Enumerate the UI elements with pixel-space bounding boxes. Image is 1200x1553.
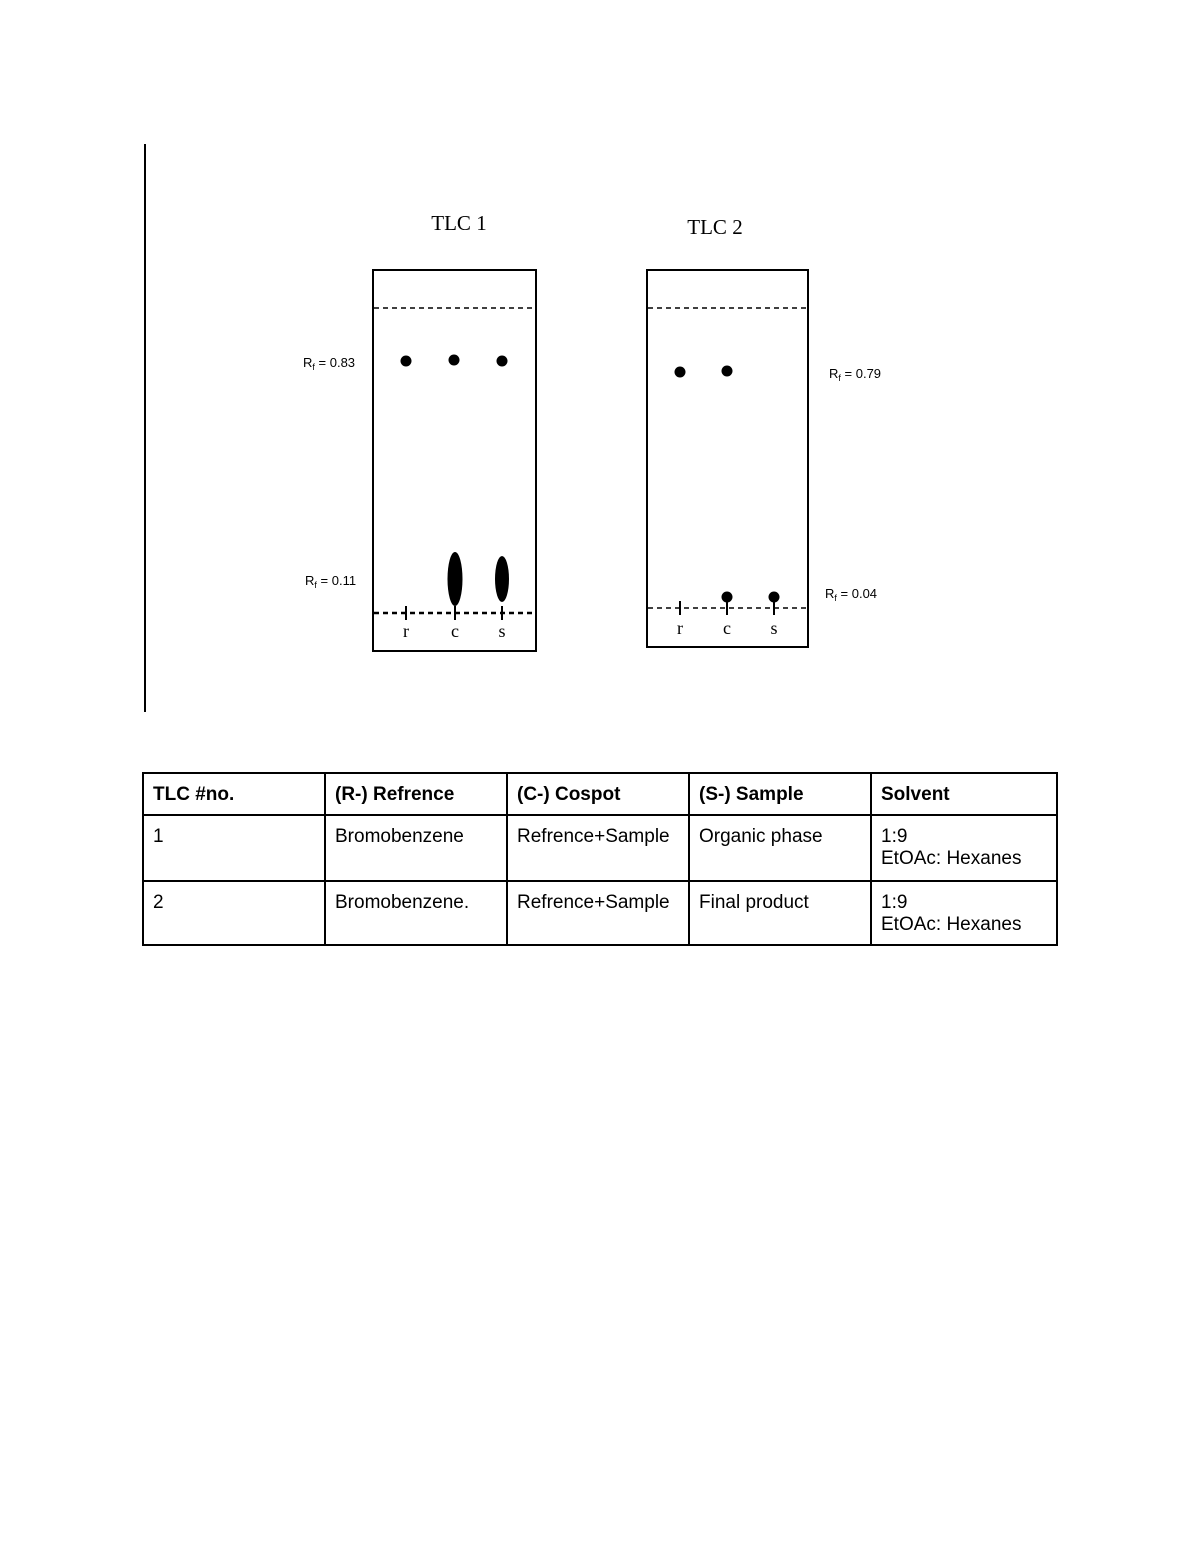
cell-sample: Final product — [689, 881, 871, 945]
tlc-results-table — [142, 772, 1058, 946]
header-solvent: Solvent — [871, 773, 1057, 815]
cell-cospot: Refrence+Sample — [507, 881, 689, 945]
tlc1-title: TLC 1 — [431, 211, 487, 235]
header-cospot: (C-) Cospot — [507, 773, 689, 815]
tlc2-lane-label-r: r — [677, 618, 683, 638]
tlc-figure — [0, 0, 1200, 730]
solvent-ratio: 1:9 — [881, 892, 908, 913]
tlc1-lane-label-s: s — [498, 621, 506, 641]
tlc2-spot-r-upper — [675, 367, 686, 378]
tlc1-rf-lower: $R_f = 0.11$ — [305, 573, 357, 590]
solvent-ratio: 1:9 — [881, 826, 908, 847]
tlc2-title: TLC 2 — [687, 215, 743, 239]
tlc2-rf-lower: $R_f = 0.04$ — [825, 586, 878, 603]
solvent-name: EtOAc: Hexanes — [881, 914, 1022, 935]
tlc1-rf-upper: $R_f = 0.83$ — [303, 355, 356, 372]
cell-tlc-no: 1 — [143, 815, 325, 881]
cell-reference: Bromobenzene. — [325, 881, 507, 945]
tlc1-spot-c-upper — [449, 355, 460, 366]
header-reference: (R-) Refrence — [325, 773, 507, 815]
cell-solvent — [871, 881, 1057, 945]
cell-reference: Bromobenzene — [325, 815, 507, 881]
tlc2-rf-upper: $R_f = 0.79$ — [829, 366, 882, 383]
tlc1-spot-s-upper — [497, 356, 508, 367]
tlc2-lane-label-s: s — [770, 618, 778, 638]
cell-cospot: Refrence+Sample — [507, 815, 689, 881]
table-row — [143, 815, 1057, 881]
cell-sample: Organic phase — [689, 815, 871, 881]
tlc1-spot-s-lower — [495, 556, 509, 602]
table-row — [143, 881, 1057, 945]
tlc1-spot-c-lower — [448, 552, 463, 606]
header-sample: (S-) Sample — [689, 773, 871, 815]
cell-solvent — [871, 815, 1057, 881]
solvent-name: EtOAc: Hexanes — [881, 848, 1022, 869]
table-header-row — [143, 773, 1057, 815]
tlc1-spot-r-upper — [401, 356, 412, 367]
tlc2-spot-c-lower — [722, 592, 733, 603]
tlc2-lane-label-c: c — [723, 618, 731, 638]
header-tlc-no: TLC #no. — [143, 773, 325, 815]
tlc1-lane-label-c: c — [451, 621, 459, 641]
tlc2-spot-s-lower — [769, 592, 780, 603]
cell-tlc-no: 2 — [143, 881, 325, 945]
tlc2-plate — [647, 270, 808, 647]
tlc2-spot-c-upper — [722, 366, 733, 377]
tlc1-lane-label-r: r — [403, 621, 409, 641]
